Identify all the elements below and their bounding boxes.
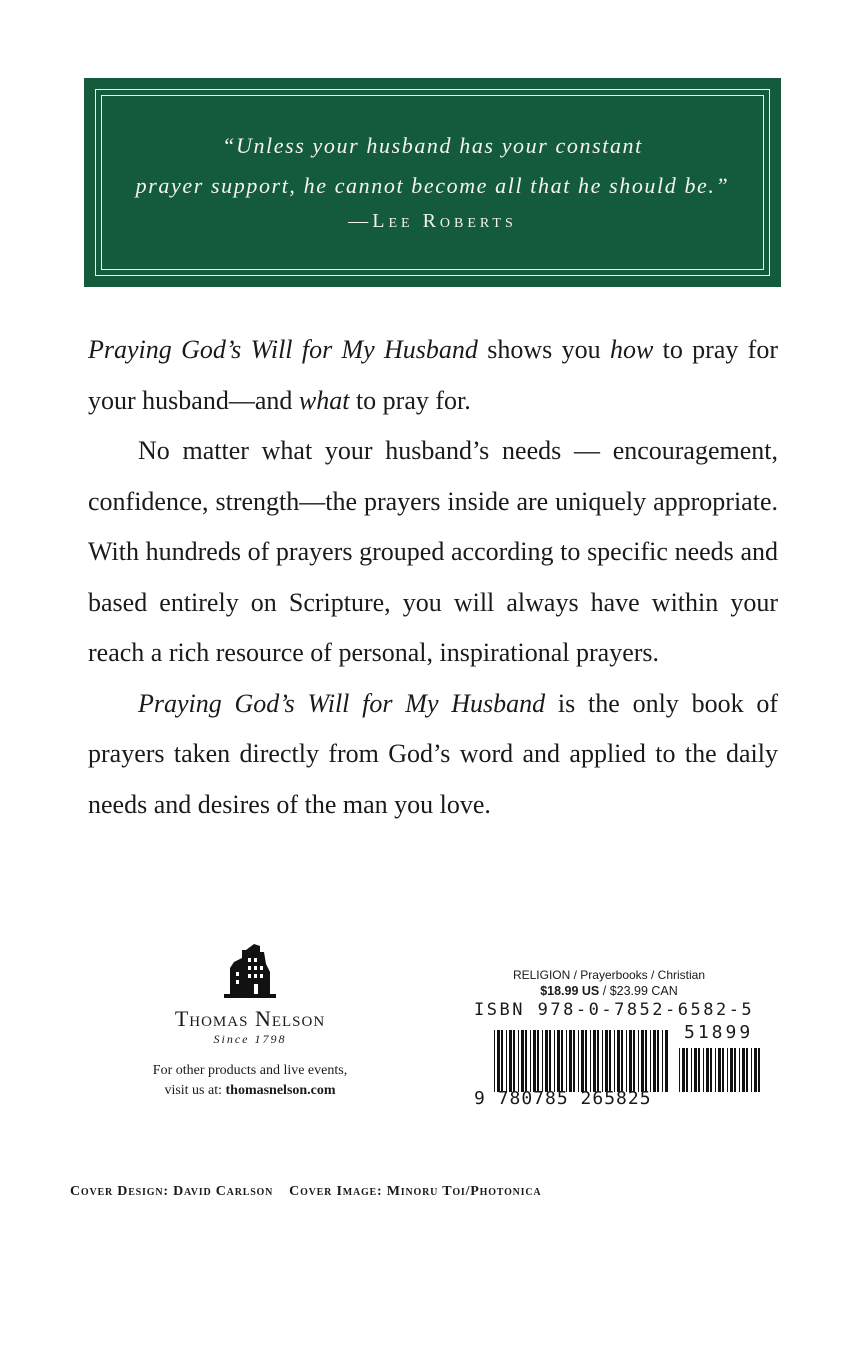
barcode-bar bbox=[638, 1030, 639, 1092]
barcode-bar bbox=[698, 1048, 700, 1092]
p3-text: is the only book of prayers taken directly from God’s word and applied to the daily needs and desires of the man you love. bbox=[88, 688, 778, 819]
barcode-bar bbox=[605, 1030, 608, 1092]
barcode-bar bbox=[525, 1030, 527, 1092]
barcode-bar bbox=[521, 1030, 524, 1092]
barcode-bar bbox=[597, 1030, 599, 1092]
barcode-bar bbox=[722, 1048, 724, 1092]
barcode-bar bbox=[679, 1048, 680, 1092]
barcode-area bbox=[474, 1020, 774, 1109]
barcode-bar bbox=[686, 1048, 688, 1092]
barcode-digits: 9 780785 265825 bbox=[474, 1088, 652, 1109]
barcode-bar bbox=[494, 1030, 495, 1092]
publisher-website: thomasnelson.com bbox=[225, 1083, 336, 1098]
quote-box bbox=[84, 78, 781, 287]
publisher-visit bbox=[140, 1061, 360, 1101]
visit-line-1: For other products and live events, bbox=[152, 1063, 348, 1078]
barcode-bar bbox=[590, 1030, 591, 1092]
price-line bbox=[444, 984, 774, 998]
barcode-bar bbox=[754, 1048, 757, 1092]
p1-how: how bbox=[609, 335, 654, 364]
quote-line-1: “Unless your husband has your constant bbox=[222, 133, 643, 158]
barcode-bar bbox=[710, 1048, 712, 1092]
barcode-bar bbox=[742, 1048, 745, 1092]
barcode-bar bbox=[734, 1048, 736, 1092]
barcode-bar bbox=[506, 1030, 507, 1092]
barcode-bar bbox=[626, 1030, 627, 1092]
barcode-bar bbox=[573, 1030, 575, 1092]
barcode-bar bbox=[633, 1030, 635, 1092]
barcode-bar bbox=[614, 1030, 615, 1092]
description-paragraph-2: No matter what your husband’s needs — encouragement, confidence, strength—the prayers inside are uniquely appropriate. With hundreds of prayers grouped according to specific needs and based entirely on Scripture, you will always have within your reach a rich resource of personal, inspirational prayers. bbox=[88, 436, 778, 667]
barcode-bar bbox=[593, 1030, 596, 1092]
description-body bbox=[88, 325, 778, 830]
barcode-bar bbox=[691, 1048, 692, 1092]
cover-design-credit: Cover Design: David Carlson bbox=[70, 1184, 274, 1199]
quote-text bbox=[114, 126, 751, 206]
book-title-2: Praying God’s Will for My Husband bbox=[138, 688, 546, 718]
price-us: $18.99 US bbox=[540, 984, 600, 998]
barcode-bar bbox=[513, 1030, 515, 1092]
barcode-bar bbox=[730, 1048, 733, 1092]
description-paragraph-1 bbox=[88, 325, 778, 426]
price-can: $23.99 CAN bbox=[609, 984, 678, 998]
barcode-bar bbox=[497, 1030, 500, 1092]
p1-what: what bbox=[298, 385, 350, 415]
barcode-bar bbox=[501, 1030, 503, 1092]
barcode-bar bbox=[703, 1048, 704, 1092]
p1-text-a: shows you bbox=[477, 335, 610, 364]
barcode-bar bbox=[694, 1048, 697, 1092]
barcode-bar bbox=[530, 1030, 531, 1092]
barcode-bar bbox=[650, 1030, 651, 1092]
visit-line-2 bbox=[140, 1081, 360, 1101]
isbn-text: ISBN 978-0-7852-6582-5 bbox=[474, 1000, 755, 1020]
barcode-bar bbox=[645, 1030, 647, 1092]
barcode-bar bbox=[653, 1030, 656, 1092]
barcode-bar bbox=[533, 1030, 536, 1092]
barcode-addon bbox=[679, 1048, 764, 1092]
quote-author: —Lee Roberts bbox=[348, 210, 517, 232]
barcode-bar bbox=[617, 1030, 620, 1092]
barcode-bar bbox=[602, 1030, 603, 1092]
barcode-bar bbox=[662, 1030, 663, 1092]
quote-line-2: prayer support, he cannot become all that he should be.” bbox=[135, 173, 730, 198]
price-separator: / bbox=[599, 984, 610, 998]
barcode-bar bbox=[758, 1048, 760, 1092]
publisher-since: Since 1798 bbox=[213, 1032, 287, 1046]
barcode-bar bbox=[578, 1030, 579, 1092]
barcode-bar bbox=[706, 1048, 709, 1092]
barcode-bar bbox=[554, 1030, 555, 1092]
barcode-bar bbox=[542, 1030, 543, 1092]
barcode-bar bbox=[715, 1048, 716, 1092]
barcode-bar bbox=[545, 1030, 548, 1092]
barcode-bar bbox=[682, 1048, 685, 1092]
barcode-bar bbox=[518, 1030, 519, 1092]
barcode-bar bbox=[665, 1030, 668, 1092]
book-title: Praying God’s Will for My Husband bbox=[88, 335, 478, 364]
barcode-bar bbox=[718, 1048, 721, 1092]
p1-text-b: to pray for your husband—and bbox=[88, 335, 778, 415]
barcode-bar bbox=[569, 1030, 572, 1092]
barcode-bar bbox=[751, 1048, 752, 1092]
barcode-bar bbox=[549, 1030, 551, 1092]
description-paragraph-3 bbox=[88, 679, 778, 831]
bisac-category: RELIGION / Prayerbooks / Christian bbox=[512, 968, 706, 982]
house-logo-icon bbox=[220, 938, 280, 1002]
barcode-bar bbox=[509, 1030, 512, 1092]
barcode-bar bbox=[566, 1030, 567, 1092]
barcode-addon-number: 51899 bbox=[684, 1022, 754, 1043]
barcode-bar bbox=[629, 1030, 632, 1092]
publisher-name: Thomas Nelson bbox=[174, 1006, 326, 1031]
barcode-bar bbox=[657, 1030, 659, 1092]
cover-credits bbox=[70, 1184, 541, 1200]
cover-image-credit: Cover Image: Minoru Toi/Photonica bbox=[289, 1184, 542, 1199]
barcode-bar bbox=[609, 1030, 611, 1092]
barcode-bar bbox=[739, 1048, 740, 1092]
barcode-block bbox=[474, 968, 774, 1109]
barcode-bar bbox=[727, 1048, 728, 1092]
barcode-bar bbox=[537, 1030, 539, 1092]
p1-text-c: to pray for. bbox=[349, 385, 471, 415]
publisher-block bbox=[140, 938, 360, 1101]
visit-prefix: visit us at: bbox=[164, 1083, 226, 1098]
barcode-bar bbox=[581, 1030, 584, 1092]
barcode-bar bbox=[621, 1030, 623, 1092]
barcode-main bbox=[494, 1030, 669, 1092]
barcode-bar bbox=[561, 1030, 563, 1092]
barcode-bar bbox=[746, 1048, 748, 1092]
barcode-bar bbox=[585, 1030, 587, 1092]
barcode-bar bbox=[557, 1030, 560, 1092]
barcode-bar bbox=[641, 1030, 644, 1092]
